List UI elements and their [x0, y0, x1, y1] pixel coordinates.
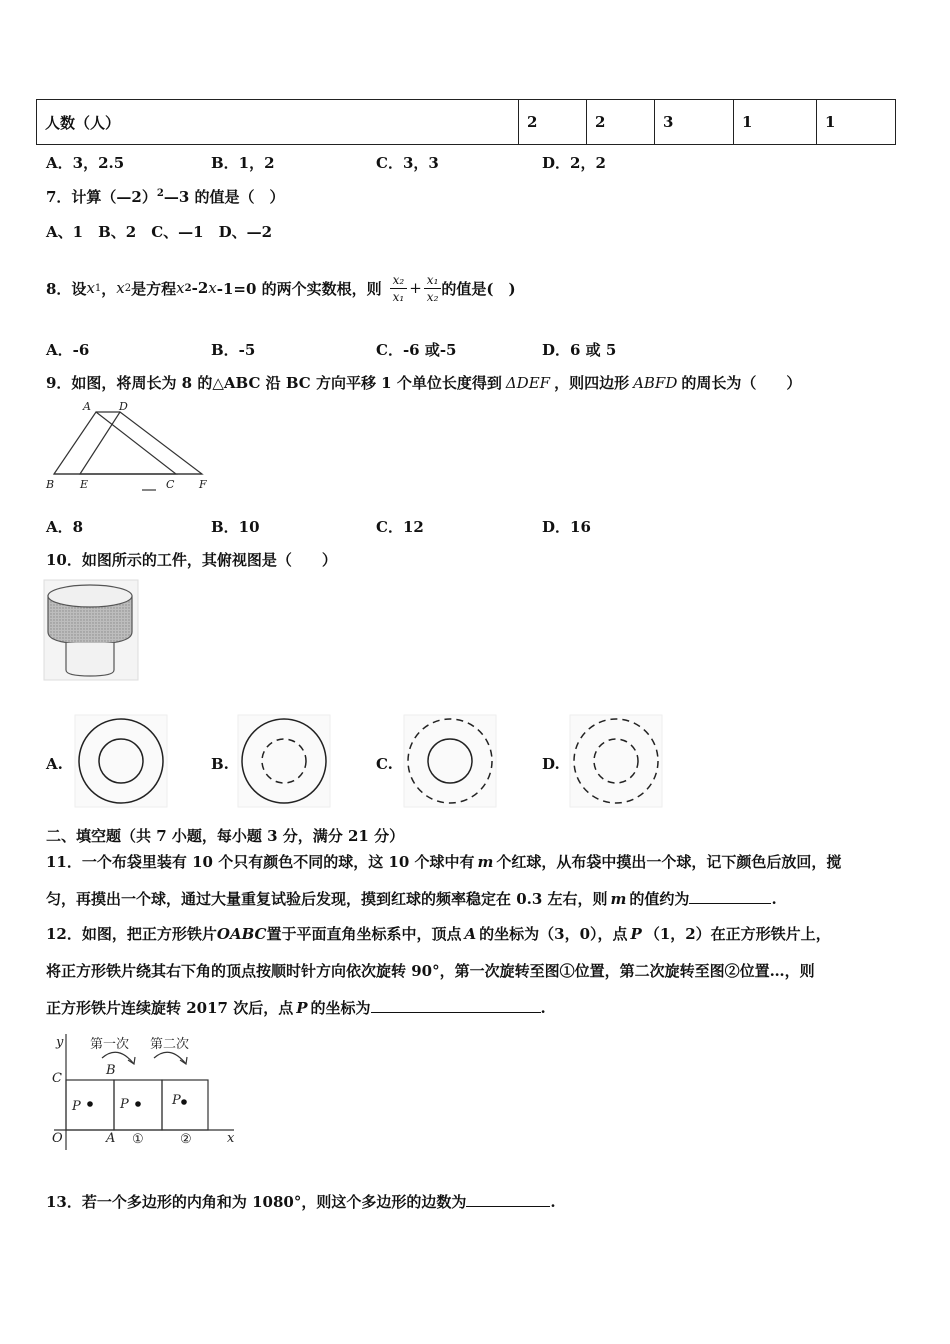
q13-answer-blank: [466, 1192, 550, 1207]
label-second-rotation: 第二次: [150, 1037, 190, 1052]
triangle-abc: [54, 412, 176, 474]
point-p-original: [87, 1101, 93, 1107]
stats-table: [36, 99, 896, 145]
q10-option-a-figure: [75, 715, 167, 807]
q11-answer-blank: [689, 889, 771, 904]
q8-option-b: B．-5: [211, 341, 256, 359]
q9-option-c: C．12: [376, 518, 424, 536]
q13-stem: 13．若一个多边形的内角和为 1080°，则这个多边形的边数为 .: [46, 1193, 556, 1211]
figure-frame: [404, 715, 496, 807]
q10-option-d-label: D.: [542, 755, 560, 773]
section-2-title: 二、填空题（共 7 小题，每小题 3 分，满分 21 分）: [46, 827, 405, 845]
label-p-first: P: [120, 1097, 129, 1112]
figure-frame: [570, 715, 662, 807]
table-cell: 3: [655, 100, 734, 145]
table-cell: 1: [734, 100, 817, 145]
q9-option-b: B．10: [211, 518, 260, 536]
label-o: O: [52, 1131, 63, 1146]
label-c: C: [52, 1071, 62, 1086]
q10-option-b-label: B.: [211, 755, 229, 773]
point-p-second: [181, 1099, 187, 1105]
q8-option-a: A．-6: [46, 341, 90, 359]
q12-rotation-figure: [44, 1030, 244, 1152]
q6-option-b: B．1，2: [211, 154, 275, 172]
q7-stem: 7．计算（—2）$^2$—3 的值是（ ）: [46, 188, 285, 206]
figure-frame: [238, 715, 330, 807]
triangle-def: [80, 412, 202, 474]
table-label: 人数（人）: [37, 100, 519, 145]
table-cell: 2: [519, 100, 587, 145]
label-a: A: [106, 1131, 116, 1146]
q9-stem: 9．如图，将周长为 8 的△ABC 沿 BC 方向平移 1 个单位长度得到 ΔDEF ，则四边形 ABFD 的周长为（ ）: [46, 374, 802, 392]
q8-option-d: D．6 或 5: [542, 341, 617, 359]
q11-line-2: 匀，再摸出一个球，通过大量重复试验后发现，摸到红球的频率稳定在 0.3 左右，则 m 的值约为 .: [46, 890, 777, 908]
q9-translation-figure: [44, 400, 214, 496]
label-y: y: [56, 1035, 64, 1050]
q12-line-2: 将正方形铁片绕其右下角的顶点按顺时针方向依次旋转 90°，第一次旋转至图①位置，第二次旋转至图②位置…，则: [46, 962, 815, 980]
label-a: A: [83, 400, 91, 413]
table-cell: 2: [587, 100, 655, 145]
label-c: C: [166, 478, 175, 491]
label-p-original: P: [72, 1099, 81, 1114]
label-p-second: P: [172, 1093, 181, 1108]
q12-answer-blank: [371, 998, 541, 1013]
fraction-x1-over-x2: $\frac{\text{x₁}}{\text{x₂}}$: [424, 272, 442, 305]
square-second: [162, 1080, 208, 1130]
label-d: D: [119, 400, 128, 413]
q9-option-d: D．16: [542, 518, 591, 536]
label-b: B: [106, 1063, 116, 1078]
figure-frame: [75, 715, 167, 807]
label-x: x: [227, 1131, 235, 1146]
workpiece-figure: [44, 580, 138, 680]
q10-option-a-label: A.: [46, 755, 63, 773]
point-p-first: [135, 1101, 141, 1107]
q7-options: A、1 B、2 C、—1 D、—2: [46, 223, 273, 241]
q6-option-d: D．2，2: [542, 154, 606, 172]
q11-line-1: 11．一个布袋里装有 10 个只有颜色不同的球，这 10 个球中有 m 个红球，从布袋中摸出一个球，记下颜色后放回，搅: [46, 853, 842, 871]
q10-option-c-figure: [404, 715, 496, 807]
q12-line-3: 正方形铁片连续旋转 2017 次后，点 P 的坐标为 .: [46, 999, 546, 1017]
label-circled-2: ②: [180, 1132, 192, 1147]
label-e: E: [80, 478, 89, 491]
q6-option-c: C．3，3: [376, 154, 439, 172]
q10-stem: 10．如图所示的工件，其俯视图是（ ）: [46, 551, 337, 569]
q8-option-c: C．-6 或-5: [376, 341, 457, 359]
table-cell: 1: [817, 100, 896, 145]
label-f: F: [199, 478, 207, 491]
label-b: B: [46, 478, 55, 491]
arrow-second: [154, 1052, 186, 1064]
fraction-x2-over-x1: $\frac{\text{x₂}}{\text{x₁}}$: [390, 272, 408, 305]
q10-option-d-figure: [570, 715, 662, 807]
label-circled-1: ①: [132, 1132, 144, 1147]
q12-line-1: 12．如图，把正方形铁片OABC置于平面直角坐标系中，顶点 A 的坐标为（3，0），点 P （1，2）在正方形铁片上，: [46, 925, 831, 943]
cylinder-bottom-body: [66, 643, 114, 676]
cylinder-top-face: [48, 585, 132, 607]
q8-stem: 8．设 x 1 ， x 2 是方程 x 2 -2 x -1=0 的两个实数根，则 $\frac{\text{x₂}}{\text{x₁}}$ + $\frac{\text{x₁}}{\text{x₂}}$ 的值是( ): [46, 272, 516, 304]
table-row: [37, 100, 896, 145]
q10-option-b-figure: [238, 715, 330, 807]
q10-option-c-label: C.: [376, 755, 393, 773]
q9-option-a: A．8: [46, 518, 84, 536]
q6-option-a: A．3，2.5: [46, 154, 125, 172]
label-first-rotation: 第一次: [90, 1037, 130, 1052]
